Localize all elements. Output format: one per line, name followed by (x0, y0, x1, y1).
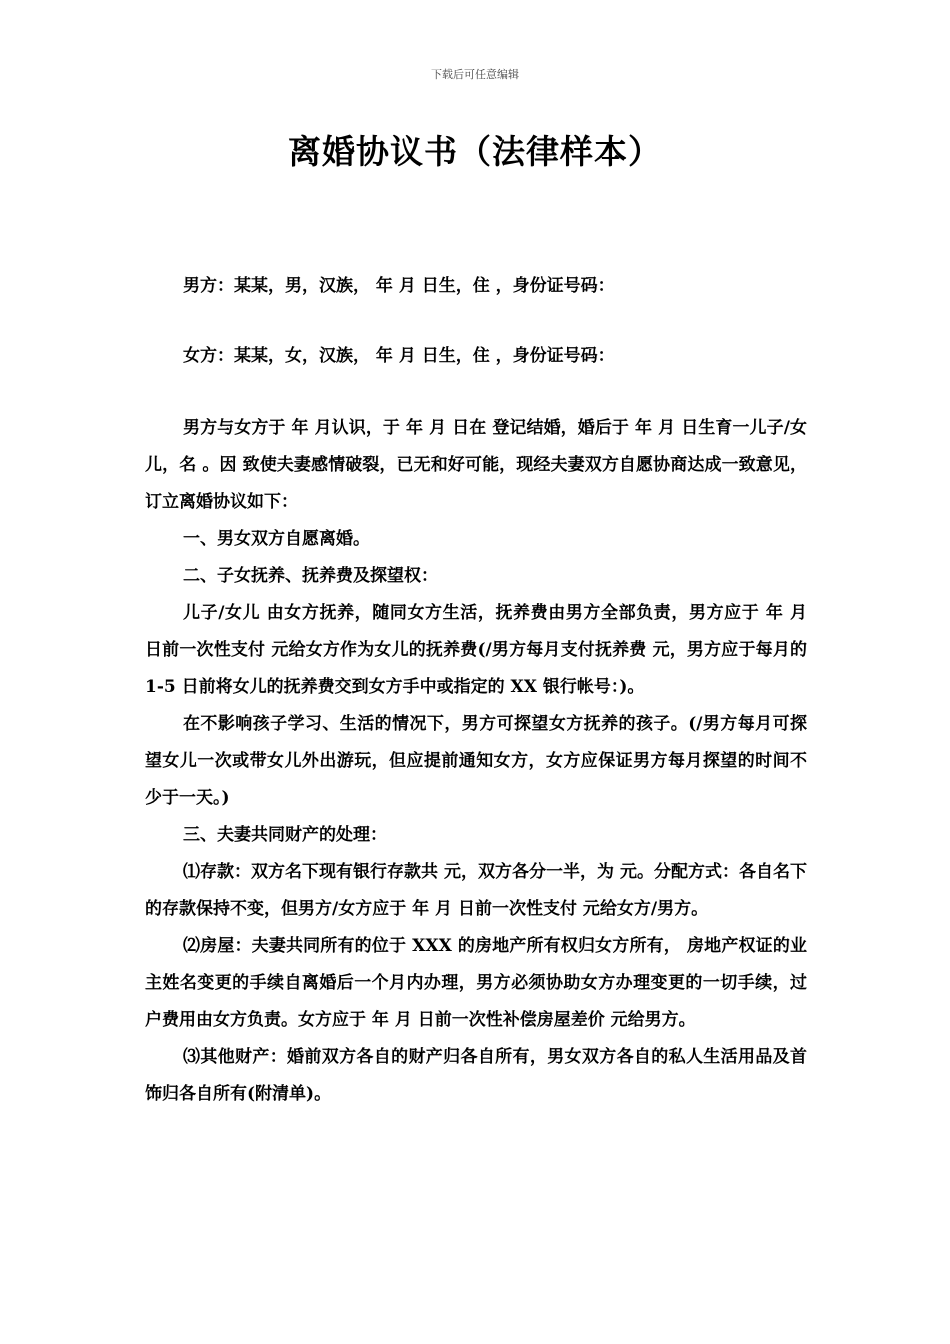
clause-3-heading: 三、夫妻共同财产的处理： (183, 825, 387, 845)
deposits-paragraph: ⑴存款：双方名下现有银行存款共 元，双方各分一半，为 元。分配方式：各自名下的存款保持不变，但男方/女方应于 年 月 日前一次性支付 元给女方/男方。 (145, 862, 807, 919)
child-support-paragraph: 儿子/女儿 由女方抚养，随同女方生活，抚养费由男方全部负责，男方应于 年 月 日前一次性支付 元给女方作为女儿的抚养费(/男方每月支付抚养费 元，男方应于每月的 1-5 日前将女儿的抚养费交到女方手中或指定的 XX 银行帐号：)。 (145, 603, 807, 697)
document-title: 离婚协议书（法律样本） (288, 132, 662, 171)
header-note: 下载后可任意编辑 (431, 68, 519, 81)
party-male-line: 男方：某某，男，汉族， 年 月 日生，住 ，身份证号码： (183, 276, 615, 296)
house-paragraph: ⑵房屋：夫妻共同所有的位于 XXX 的房地产所有权归女方所有， 房地产权证的业主姓名变更的手续自离婚后一个月内办理，男方必须协助女方办理变更的一切手续，过户费用由女方负责。女方应于 年 月 日前一次性补偿房屋差价 元给男方。 (145, 936, 807, 1030)
clause-1-heading: 一、男女双方自愿离婚。 (183, 529, 370, 549)
agreement-body (145, 410, 807, 1113)
clause-2-heading: 二、子女抚养、抚养费及探望权： (183, 566, 438, 586)
party-female-line: 女方：某某，女，汉族， 年 月 日生，住 ，身份证号码： (183, 346, 615, 366)
intro-paragraph: 男方与女方于 年 月认识，于 年 月 日在 登记结婚，婚后于 年 月 日生育一儿子/女儿，名 。因 致使夫妻感情破裂，已无和好可能，现经夫妻双方自愿协商达成一致意见，订立离婚协议如下： (145, 418, 807, 512)
visitation-paragraph: 在不影响孩子学习、生活的情况下，男方可探望女方抚养的孩子。(/男方每月可探望女儿一次或带女儿外出游玩，但应提前通知女方，女方应保证男方每月探望的时间不少于一天。) (145, 714, 807, 808)
other-property-paragraph: ⑶其他财产：婚前双方各自的财产归各自所有，男女双方各自的私人生活用品及首饰归各自所有(附清单)。 (145, 1047, 807, 1104)
